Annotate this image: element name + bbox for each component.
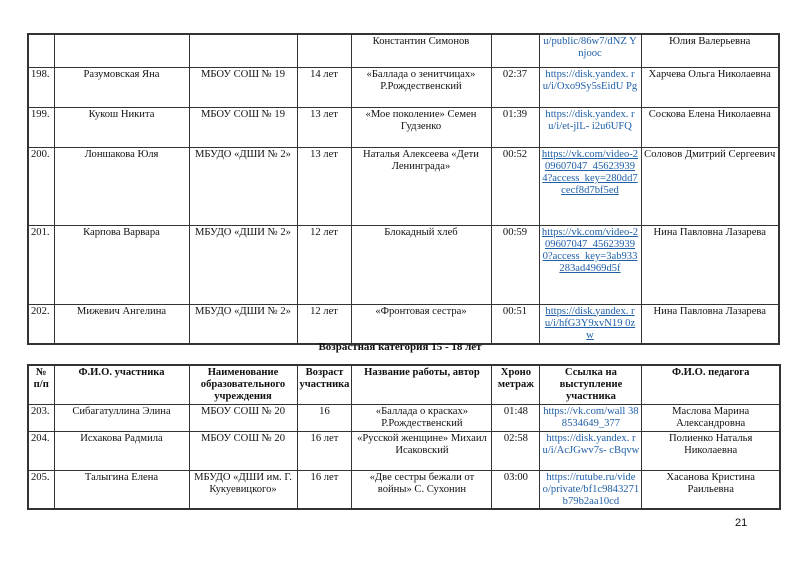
teacher-name: Нина Павловна Лазарева: [641, 304, 779, 344]
table-row: [28, 67, 779, 107]
teacher-name: Нина Павловна Лазарева: [641, 225, 779, 304]
participant-name: Лоншакова Юля: [54, 147, 189, 225]
table-row: [28, 431, 780, 470]
row-number: 204.: [28, 431, 54, 470]
school-name: МБУДО «ДШИ № 2»: [189, 304, 297, 344]
work-title: Блокадный хлеб: [351, 225, 491, 304]
school-name: МБОУ СОШ № 19: [189, 67, 297, 107]
teacher-name: Полиенко Наталья Николаевна: [642, 431, 780, 470]
school-name: МБУДО «ДШИ № 2»: [189, 147, 297, 225]
duration: 00:52: [491, 147, 539, 225]
row-number: 202.: [28, 304, 54, 344]
school-name: МБОУ СОШ № 20: [189, 431, 297, 470]
work-title: «Баллада о красках» Р.Рождественский: [352, 404, 492, 431]
header-teacher: Ф.И.О. педагога: [642, 365, 780, 404]
participant-age: 16 лет: [297, 470, 352, 509]
row-number: 201.: [28, 225, 54, 304]
school-name: МБУДО «ДШИ им. Г. Кукуевицкого»: [189, 470, 297, 509]
participant-age: 16: [297, 404, 352, 431]
participant-age: [297, 34, 351, 67]
work-title: «Мое поколение» Семен Гудзенко: [351, 107, 491, 147]
participant-name: [54, 34, 189, 67]
participant-age: 14 лет: [297, 67, 351, 107]
participant-age: 12 лет: [297, 225, 351, 304]
header-school: Наименование образовательного учреждения: [189, 365, 297, 404]
school-name: МБУДО «ДШИ № 2»: [189, 225, 297, 304]
work-title: «Русской женщине» Михаил Исаковский: [352, 431, 492, 470]
age-category-title: Возрастная категория 15 - 18 лет: [318, 341, 482, 353]
table-row: [28, 404, 780, 431]
teacher-name: Соскова Елена Николаевна: [641, 107, 779, 147]
row-number: 200.: [28, 147, 54, 225]
table-row: [28, 107, 779, 147]
teacher-name: Соловов Дмитрий Сергеевич: [641, 147, 779, 225]
school-name: МБОУ СОШ № 19: [189, 107, 297, 147]
work-title: «Фронтовая сестра»: [351, 304, 491, 344]
participant-age: 12 лет: [297, 304, 351, 344]
header-link: Ссылка на выступление участника: [540, 365, 642, 404]
school-name: МБОУ СОШ № 20: [189, 404, 297, 431]
performance-link[interactable]: https://vk.com/wall 388534649_377: [540, 404, 642, 431]
teacher-name: Хасанова Кристина Раильевна: [642, 470, 780, 509]
duration: 03:00: [492, 470, 540, 509]
participant-name: Разумовская Яна: [54, 67, 189, 107]
duration: [491, 34, 539, 67]
row-number: 198.: [28, 67, 54, 107]
header-duration: Хроно метраж: [492, 365, 540, 404]
participant-age: 13 лет: [297, 107, 351, 147]
row-number: 203.: [28, 404, 54, 431]
table-row: [28, 304, 779, 344]
table-row: [28, 147, 779, 225]
performance-link[interactable]: https://disk.yandex. ru/i/hfG3Y9xvN19 0zw: [539, 304, 641, 344]
performance-link[interactable]: https://vk.com/video-209607047_456239390?access_key=3ab933283ad4969d5f: [539, 225, 641, 304]
row-number: [28, 34, 54, 67]
table-row: [28, 34, 779, 67]
duration: 00:59: [491, 225, 539, 304]
teacher-name: Харчева Ольга Николаевна: [641, 67, 779, 107]
page-number: 21: [735, 517, 748, 529]
work-title: «Две сестры бежали от войны» С. Сухонин: [352, 470, 492, 509]
header-participant: Ф.И.О. участника: [54, 365, 189, 404]
header-work: Название работы, автор: [352, 365, 492, 404]
participant-name: Карпова Варвара: [54, 225, 189, 304]
participant-age: 16 лет: [297, 431, 352, 470]
participant-name: Талыгина Елена: [54, 470, 189, 509]
participant-age: 13 лет: [297, 147, 351, 225]
participant-name: Сибагатуллина Элина: [54, 404, 189, 431]
duration: 02:37: [491, 67, 539, 107]
teacher-name: Юлия Валерьевна: [641, 34, 779, 67]
work-title: «Баллада о зенитчицах» Р.Рождественский: [351, 67, 491, 107]
table-row: [28, 225, 779, 304]
participant-name: Исхакова Радмила: [54, 431, 189, 470]
duration: 00:51: [491, 304, 539, 344]
participants-table-1: [27, 33, 780, 345]
work-title: Константин Симонов: [351, 34, 491, 67]
teacher-name: Маслова Марина Александровна: [642, 404, 780, 431]
row-number: 205.: [28, 470, 54, 509]
row-number: 199.: [28, 107, 54, 147]
duration: 01:39: [491, 107, 539, 147]
table-header-row: [28, 365, 780, 404]
performance-link[interactable]: https://rutube.ru/video/private/bf1c9843271b79b2aa10cd: [540, 470, 642, 509]
performance-link[interactable]: https://vk.com/video-209607047_456239394?access_key=280dd7cecf8d7bf5ed: [539, 147, 641, 225]
table-row: [28, 470, 780, 509]
performance-link[interactable]: https://disk.yandex. ru/i/AcJGwv7s- cBqvw: [540, 431, 642, 470]
duration: 01:48: [492, 404, 540, 431]
participants-table-2: [27, 364, 781, 510]
school-name: [189, 34, 297, 67]
work-title: Наталья Алексеева «Дети Ленинграда»: [351, 147, 491, 225]
duration: 02:58: [492, 431, 540, 470]
participant-name: Мижевич Ангелина: [54, 304, 189, 344]
performance-link[interactable]: https://disk.yandex. ru/i/Oxo9Sy5sEidU Pg: [539, 67, 641, 107]
participant-name: Кукош Никита: [54, 107, 189, 147]
performance-link[interactable]: u/public/86w7/dNZ Ynjooc: [539, 34, 641, 67]
header-age: Возраст участника: [297, 365, 352, 404]
header-number: № п/п: [28, 365, 54, 404]
performance-link[interactable]: https://disk.yandex. ru/i/et-jlL- i2u6UFQ: [539, 107, 641, 147]
